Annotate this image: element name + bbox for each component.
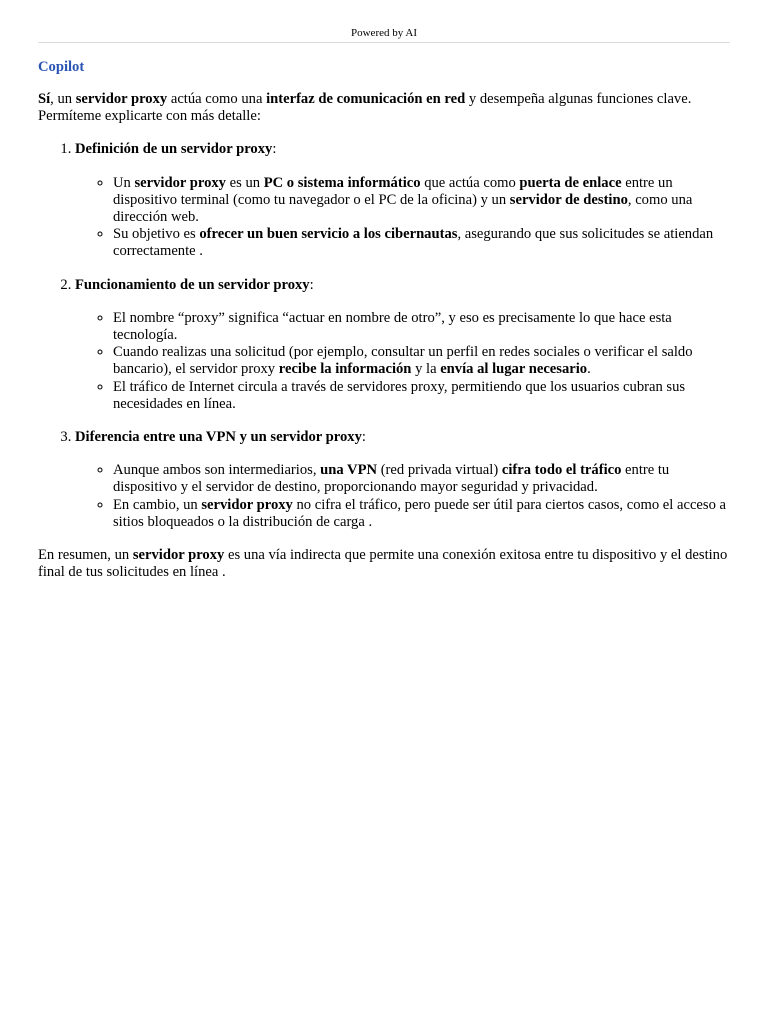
section-title: Diferencia entre una VPN y un servidor proxy	[75, 429, 362, 446]
text-run: Un	[113, 174, 135, 191]
powered-by-header	[38, 0, 730, 43]
powered-by-text: Powered by AI	[351, 27, 417, 39]
section-title: Definición de un servidor proxy	[75, 141, 273, 158]
bold-text: puerta de enlace	[519, 174, 622, 191]
text-run: , un	[50, 91, 76, 107]
text-run: es un	[225, 174, 264, 191]
text-run: que actúa como	[420, 174, 520, 191]
section-title: Funcionamiento de un servidor proxy	[75, 276, 310, 293]
section-item	[75, 277, 730, 413]
bold-text: servidor proxy	[134, 174, 226, 191]
summary-paragraph	[38, 547, 730, 581]
text-run: .	[587, 361, 591, 378]
section-item	[75, 429, 730, 531]
list-item	[113, 497, 730, 531]
text-run: El tráfico de Internet circula a través de servidores proxy, permitiendo que los usuarios cubran sus necesidades en línea.	[113, 378, 686, 412]
text-run: entre un dispositivo terminal (como tu navegador o el PC de la oficina) y un	[113, 174, 673, 208]
list-item	[113, 344, 730, 378]
intro-paragraph	[38, 91, 730, 125]
list-item	[113, 175, 730, 227]
text-run: y la	[411, 361, 441, 378]
text-run: (red privada virtual)	[377, 462, 502, 479]
bold-text: servidor proxy	[132, 547, 225, 564]
bold-text: servidor proxy	[75, 91, 168, 107]
list-item	[113, 226, 730, 260]
section-title-suffix: :	[272, 141, 277, 158]
bold-text: servidor proxy	[201, 496, 293, 513]
text-run: no cifra el tráfico, pero puede ser útil para ciertos casos, como el acceso a sitios bloqueados o la distribución de carga .	[113, 496, 726, 530]
text-run: Su objetivo es	[113, 226, 200, 243]
section-title-suffix: :	[309, 276, 314, 293]
section-points	[75, 310, 730, 413]
section-points	[75, 462, 730, 531]
bold-text: PC o sistema informático	[263, 174, 421, 191]
text-run: entre tu dispositivo y el servidor de destino, proporcionando mayor seguridad y privacidad.	[113, 462, 670, 496]
text-run: , asegurando que sus solicitudes se atiendan correctamente .	[113, 226, 714, 260]
bold-text: una VPN	[320, 462, 378, 479]
text-run: y desempeña algunas funciones clave. Permíteme explicarte con más detalle:	[38, 91, 692, 125]
text-run: Cuando realizas una solicitud (por ejemplo, consultar un perfil en redes sociales o verificar el saldo bancario), el servidor proxy	[113, 344, 693, 378]
list-item	[113, 310, 730, 344]
bold-text: servidor de destino	[509, 191, 628, 208]
text-run: El nombre “proxy” significa “actuar en nombre de otro”, y eso es precisamente lo que hace esta tecnología.	[113, 309, 672, 344]
list-item	[113, 462, 730, 496]
bold-text: ofrecer un buen servicio a los cibernautas	[199, 226, 458, 243]
bold-text: envía al lugar necesario	[440, 361, 588, 378]
bold-text: interfaz de comunicación en red	[266, 91, 466, 107]
text-run: En cambio, un	[113, 496, 202, 513]
bold-text: Sí	[38, 91, 51, 107]
assistant-name: Copilot	[38, 59, 85, 75]
bold-text: cifra todo el tráfico	[501, 462, 622, 479]
text-run: es una vía indirecta que permite una conexión exitosa entre tu dispositivo y el destino final de tus solicitudes en línea .	[38, 547, 728, 581]
list-item	[113, 379, 730, 413]
section-item	[75, 141, 730, 260]
text-run: , como una dirección web.	[113, 191, 693, 226]
section-points	[75, 175, 730, 261]
text-run: En resumen, un	[38, 547, 133, 564]
bold-text: recibe la información	[278, 361, 412, 378]
text-run: actúa como una	[167, 91, 267, 107]
text-run: Aunque ambos son intermediarios,	[113, 462, 321, 479]
section-title-suffix: :	[361, 429, 366, 446]
sections-list	[38, 141, 730, 531]
